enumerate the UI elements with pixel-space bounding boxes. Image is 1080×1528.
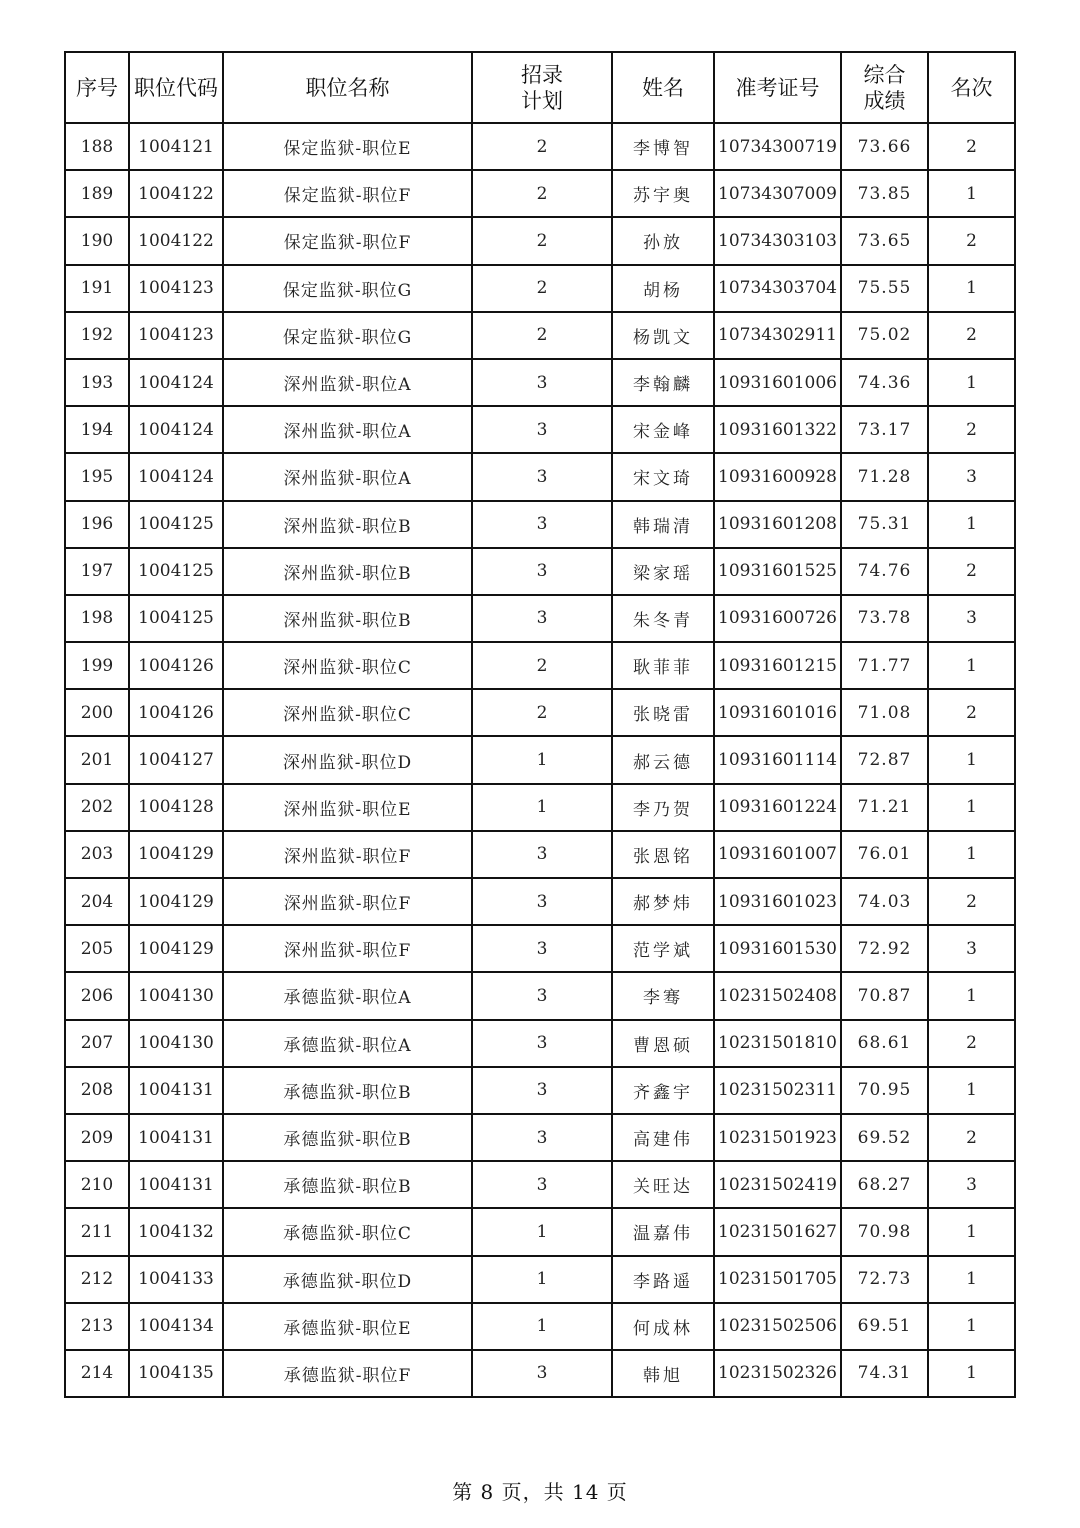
cell-plan: 3 <box>472 972 612 1019</box>
cell-exam-id: 10931601224 <box>714 784 841 831</box>
table-row <box>65 265 1015 312</box>
cell-score: 73.17 <box>841 406 928 453</box>
cell-position-code: 1004123 <box>129 265 223 312</box>
table-row <box>65 453 1015 500</box>
cell-score: 72.73 <box>841 1256 928 1303</box>
cell-score: 75.31 <box>841 501 928 548</box>
cell-plan: 1 <box>472 784 612 831</box>
table-row <box>65 1256 1015 1303</box>
cell-position-name: 深州监狱-职位B <box>223 548 472 595</box>
header-rank: 名次 <box>928 52 1015 123</box>
cell-position-name: 保定监狱-职位F <box>223 217 472 264</box>
cell-rank: 2 <box>928 548 1015 595</box>
table-row <box>65 123 1015 170</box>
cell-rank: 1 <box>928 170 1015 217</box>
cell-score: 68.27 <box>841 1161 928 1208</box>
table-row <box>65 548 1015 595</box>
cell-exam-id: 10734307009 <box>714 170 841 217</box>
cell-exam-id: 10931601530 <box>714 925 841 972</box>
cell-plan: 3 <box>472 1161 612 1208</box>
cell-rank: 2 <box>928 1114 1015 1161</box>
cell-candidate-name: 朱冬青 <box>612 595 714 642</box>
cell-exam-id: 10931601114 <box>714 736 841 783</box>
table-row <box>65 595 1015 642</box>
cell-seq: 214 <box>65 1350 129 1397</box>
table-row <box>65 784 1015 831</box>
cell-plan: 3 <box>472 548 612 595</box>
cell-position-name: 深州监狱-职位C <box>223 642 472 689</box>
cell-candidate-name: 宋文琦 <box>612 453 714 500</box>
cell-seq: 198 <box>65 595 129 642</box>
cell-plan: 2 <box>472 689 612 736</box>
cell-position-name: 深州监狱-职位B <box>223 501 472 548</box>
cell-exam-id: 10931601016 <box>714 689 841 736</box>
cell-exam-id: 10931601215 <box>714 642 841 689</box>
cell-candidate-name: 李博智 <box>612 123 714 170</box>
cell-position-name: 保定监狱-职位E <box>223 123 472 170</box>
cell-position-code: 1004124 <box>129 359 223 406</box>
cell-position-code: 1004133 <box>129 1256 223 1303</box>
cell-position-code: 1004124 <box>129 453 223 500</box>
header-position-name: 职位名称 <box>223 52 472 123</box>
cell-score: 73.78 <box>841 595 928 642</box>
cell-position-name: 深州监狱-职位D <box>223 736 472 783</box>
cell-rank: 1 <box>928 972 1015 1019</box>
table-row <box>65 1303 1015 1350</box>
cell-exam-id: 10231501923 <box>714 1114 841 1161</box>
cell-rank: 3 <box>928 595 1015 642</box>
cell-rank: 1 <box>928 265 1015 312</box>
cell-candidate-name: 苏宇奥 <box>612 170 714 217</box>
table-row <box>65 501 1015 548</box>
cell-plan: 3 <box>472 878 612 925</box>
cell-score: 71.08 <box>841 689 928 736</box>
cell-score: 73.65 <box>841 217 928 264</box>
cell-candidate-name: 张晓雷 <box>612 689 714 736</box>
table-row <box>65 312 1015 359</box>
cell-exam-id: 10231502419 <box>714 1161 841 1208</box>
cell-seq: 193 <box>65 359 129 406</box>
table-row <box>65 689 1015 736</box>
header-plan-line1: 招录 <box>521 62 563 87</box>
cell-score: 70.95 <box>841 1067 928 1114</box>
cell-plan: 2 <box>472 642 612 689</box>
cell-score: 73.85 <box>841 170 928 217</box>
cell-position-name: 深州监狱-职位C <box>223 689 472 736</box>
cell-score: 72.92 <box>841 925 928 972</box>
cell-rank: 2 <box>928 123 1015 170</box>
cell-exam-id: 10231501705 <box>714 1256 841 1303</box>
cell-score: 74.76 <box>841 548 928 595</box>
cell-score: 74.31 <box>841 1350 928 1397</box>
cell-plan: 3 <box>472 359 612 406</box>
header-seq: 序号 <box>65 52 129 123</box>
cell-rank: 1 <box>928 1208 1015 1255</box>
cell-seq: 197 <box>65 548 129 595</box>
cell-position-code: 1004125 <box>129 595 223 642</box>
header-score <box>841 52 928 123</box>
cell-seq: 188 <box>65 123 129 170</box>
cell-seq: 201 <box>65 736 129 783</box>
cell-seq: 212 <box>65 1256 129 1303</box>
cell-candidate-name: 范学斌 <box>612 925 714 972</box>
cell-position-name: 保定监狱-职位F <box>223 170 472 217</box>
cell-seq: 189 <box>65 170 129 217</box>
cell-position-name: 承德监狱-职位B <box>223 1114 472 1161</box>
table-row <box>65 1020 1015 1067</box>
cell-plan: 3 <box>472 1350 612 1397</box>
cell-score: 73.66 <box>841 123 928 170</box>
cell-position-code: 1004126 <box>129 642 223 689</box>
cell-exam-id: 10231502408 <box>714 972 841 1019</box>
cell-plan: 2 <box>472 312 612 359</box>
cell-candidate-name: 李路遥 <box>612 1256 714 1303</box>
cell-position-name: 深州监狱-职位F <box>223 925 472 972</box>
cell-rank: 2 <box>928 878 1015 925</box>
cell-candidate-name: 曹恩硕 <box>612 1020 714 1067</box>
cell-rank: 2 <box>928 1020 1015 1067</box>
cell-plan: 2 <box>472 265 612 312</box>
cell-seq: 199 <box>65 642 129 689</box>
cell-score: 71.77 <box>841 642 928 689</box>
cell-score: 69.52 <box>841 1114 928 1161</box>
cell-rank: 1 <box>928 1350 1015 1397</box>
cell-rank: 1 <box>928 1256 1015 1303</box>
cell-position-name: 承德监狱-职位C <box>223 1208 472 1255</box>
cell-position-code: 1004129 <box>129 878 223 925</box>
cell-position-code: 1004128 <box>129 784 223 831</box>
cell-candidate-name: 杨凯文 <box>612 312 714 359</box>
cell-plan: 1 <box>472 1208 612 1255</box>
cell-score: 68.61 <box>841 1020 928 1067</box>
cell-candidate-name: 梁家瑶 <box>612 548 714 595</box>
cell-exam-id: 10931601322 <box>714 406 841 453</box>
cell-seq: 191 <box>65 265 129 312</box>
cell-position-code: 1004122 <box>129 170 223 217</box>
cell-score: 76.01 <box>841 831 928 878</box>
cell-position-code: 1004129 <box>129 925 223 972</box>
table-row <box>65 642 1015 689</box>
page-number-footer: 第 8 页，共 14 页 <box>452 1480 628 1504</box>
cell-position-name: 承德监狱-职位A <box>223 972 472 1019</box>
table-row <box>65 217 1015 264</box>
cell-position-code: 1004130 <box>129 972 223 1019</box>
header-plan-line2: 计划 <box>521 88 563 113</box>
cell-exam-id: 10931600726 <box>714 595 841 642</box>
cell-position-code: 1004125 <box>129 501 223 548</box>
table-row <box>65 170 1015 217</box>
cell-position-name: 深州监狱-职位F <box>223 878 472 925</box>
cell-position-code: 1004122 <box>129 217 223 264</box>
cell-position-name: 深州监狱-职位A <box>223 359 472 406</box>
cell-seq: 200 <box>65 689 129 736</box>
cell-position-code: 1004130 <box>129 1020 223 1067</box>
cell-position-code: 1004129 <box>129 831 223 878</box>
cell-seq: 203 <box>65 831 129 878</box>
cell-rank: 3 <box>928 925 1015 972</box>
cell-candidate-name: 郝云德 <box>612 736 714 783</box>
cell-seq: 208 <box>65 1067 129 1114</box>
cell-seq: 204 <box>65 878 129 925</box>
cell-rank: 3 <box>928 453 1015 500</box>
cell-exam-id: 10231502326 <box>714 1350 841 1397</box>
cell-exam-id: 10734303704 <box>714 265 841 312</box>
table-row <box>65 925 1015 972</box>
cell-rank: 1 <box>928 784 1015 831</box>
cell-position-code: 1004131 <box>129 1161 223 1208</box>
cell-position-code: 1004124 <box>129 406 223 453</box>
cell-score: 74.03 <box>841 878 928 925</box>
cell-seq: 194 <box>65 406 129 453</box>
cell-position-code: 1004126 <box>129 689 223 736</box>
header-plan <box>472 52 612 123</box>
cell-plan: 3 <box>472 453 612 500</box>
cell-position-code: 1004125 <box>129 548 223 595</box>
table-body <box>65 123 1015 1397</box>
cell-rank: 2 <box>928 217 1015 264</box>
table-row <box>65 736 1015 783</box>
cell-rank: 2 <box>928 312 1015 359</box>
header-position-code: 职位代码 <box>129 52 223 123</box>
cell-position-name: 深州监狱-职位E <box>223 784 472 831</box>
cell-score: 70.98 <box>841 1208 928 1255</box>
cell-position-code: 1004127 <box>129 736 223 783</box>
cell-score: 69.51 <box>841 1303 928 1350</box>
cell-seq: 205 <box>65 925 129 972</box>
cell-position-code: 1004131 <box>129 1067 223 1114</box>
cell-candidate-name: 李翰麟 <box>612 359 714 406</box>
header-row <box>65 52 1015 123</box>
cell-position-name: 承德监狱-职位F <box>223 1350 472 1397</box>
cell-seq: 202 <box>65 784 129 831</box>
cell-rank: 2 <box>928 689 1015 736</box>
cell-score: 71.28 <box>841 453 928 500</box>
cell-exam-id: 10931600928 <box>714 453 841 500</box>
cell-plan: 3 <box>472 1067 612 1114</box>
cell-plan: 3 <box>472 925 612 972</box>
cell-plan: 1 <box>472 1256 612 1303</box>
cell-rank: 1 <box>928 501 1015 548</box>
cell-plan: 3 <box>472 595 612 642</box>
results-table <box>64 51 1016 1398</box>
cell-position-code: 1004121 <box>129 123 223 170</box>
cell-rank: 1 <box>928 359 1015 406</box>
cell-candidate-name: 何成林 <box>612 1303 714 1350</box>
cell-plan: 3 <box>472 1114 612 1161</box>
table-row <box>65 1161 1015 1208</box>
cell-candidate-name: 韩旭 <box>612 1350 714 1397</box>
cell-score: 71.21 <box>841 784 928 831</box>
cell-score: 75.55 <box>841 265 928 312</box>
cell-seq: 190 <box>65 217 129 264</box>
cell-candidate-name: 韩瑞清 <box>612 501 714 548</box>
cell-plan: 2 <box>472 123 612 170</box>
cell-exam-id: 10231502311 <box>714 1067 841 1114</box>
cell-position-code: 1004132 <box>129 1208 223 1255</box>
cell-rank: 1 <box>928 1303 1015 1350</box>
cell-plan: 2 <box>472 217 612 264</box>
cell-score: 70.87 <box>841 972 928 1019</box>
cell-rank: 1 <box>928 831 1015 878</box>
cell-score: 74.36 <box>841 359 928 406</box>
table-header <box>65 52 1015 123</box>
cell-candidate-name: 张恩铭 <box>612 831 714 878</box>
cell-position-name: 保定监狱-职位G <box>223 265 472 312</box>
cell-candidate-name: 关旺达 <box>612 1161 714 1208</box>
cell-position-name: 深州监狱-职位A <box>223 453 472 500</box>
cell-seq: 211 <box>65 1208 129 1255</box>
cell-position-name: 深州监狱-职位F <box>223 831 472 878</box>
cell-seq: 206 <box>65 972 129 1019</box>
cell-exam-id: 10231501627 <box>714 1208 841 1255</box>
cell-position-name: 深州监狱-职位B <box>223 595 472 642</box>
cell-candidate-name: 高建伟 <box>612 1114 714 1161</box>
cell-position-name: 承德监狱-职位B <box>223 1067 472 1114</box>
table-row <box>65 359 1015 406</box>
cell-candidate-name: 李乃贺 <box>612 784 714 831</box>
header-name: 姓名 <box>612 52 714 123</box>
cell-plan: 2 <box>472 170 612 217</box>
cell-seq: 210 <box>65 1161 129 1208</box>
cell-seq: 213 <box>65 1303 129 1350</box>
cell-candidate-name: 耿菲菲 <box>612 642 714 689</box>
header-exam-id: 准考证号 <box>714 52 841 123</box>
cell-plan: 3 <box>472 1020 612 1067</box>
cell-seq: 209 <box>65 1114 129 1161</box>
cell-candidate-name: 齐鑫宇 <box>612 1067 714 1114</box>
cell-exam-id: 10734303103 <box>714 217 841 264</box>
cell-position-name: 深州监狱-职位A <box>223 406 472 453</box>
cell-candidate-name: 宋金峰 <box>612 406 714 453</box>
table-row <box>65 1350 1015 1397</box>
cell-rank: 1 <box>928 1067 1015 1114</box>
cell-plan: 3 <box>472 406 612 453</box>
cell-candidate-name: 李骞 <box>612 972 714 1019</box>
cell-score: 75.02 <box>841 312 928 359</box>
table-row <box>65 1067 1015 1114</box>
cell-seq: 195 <box>65 453 129 500</box>
cell-exam-id: 10931601023 <box>714 878 841 925</box>
header-score-line2: 成绩 <box>863 88 906 113</box>
cell-exam-id: 10734302911 <box>714 312 841 359</box>
cell-rank: 2 <box>928 406 1015 453</box>
cell-plan: 1 <box>472 1303 612 1350</box>
cell-plan: 3 <box>472 501 612 548</box>
table-row <box>65 831 1015 878</box>
cell-position-name: 承德监狱-职位D <box>223 1256 472 1303</box>
table-row <box>65 1114 1015 1161</box>
cell-plan: 1 <box>472 736 612 783</box>
cell-seq: 192 <box>65 312 129 359</box>
cell-position-code: 1004134 <box>129 1303 223 1350</box>
header-score-line1: 综合 <box>863 62 906 87</box>
cell-position-name: 承德监狱-职位B <box>223 1161 472 1208</box>
cell-rank: 1 <box>928 736 1015 783</box>
cell-seq: 207 <box>65 1020 129 1067</box>
table-row <box>65 972 1015 1019</box>
cell-position-code: 1004131 <box>129 1114 223 1161</box>
cell-seq: 196 <box>65 501 129 548</box>
cell-exam-id: 10931601525 <box>714 548 841 595</box>
table-row <box>65 1208 1015 1255</box>
cell-candidate-name: 温嘉伟 <box>612 1208 714 1255</box>
cell-candidate-name: 孙放 <box>612 217 714 264</box>
cell-rank: 1 <box>928 642 1015 689</box>
cell-position-code: 1004123 <box>129 312 223 359</box>
cell-candidate-name: 郝梦炜 <box>612 878 714 925</box>
cell-plan: 3 <box>472 831 612 878</box>
cell-rank: 3 <box>928 1161 1015 1208</box>
cell-position-name: 保定监狱-职位G <box>223 312 472 359</box>
cell-exam-id: 10931601007 <box>714 831 841 878</box>
table-row <box>65 406 1015 453</box>
cell-exam-id: 10931601208 <box>714 501 841 548</box>
cell-exam-id: 10231501810 <box>714 1020 841 1067</box>
cell-position-name: 承德监狱-职位E <box>223 1303 472 1350</box>
cell-exam-id: 10231502506 <box>714 1303 841 1350</box>
cell-exam-id: 10734300719 <box>714 123 841 170</box>
cell-candidate-name: 胡杨 <box>612 265 714 312</box>
cell-score: 72.87 <box>841 736 928 783</box>
cell-exam-id: 10931601006 <box>714 359 841 406</box>
cell-position-name: 承德监狱-职位A <box>223 1020 472 1067</box>
cell-position-code: 1004135 <box>129 1350 223 1397</box>
table-row <box>65 878 1015 925</box>
